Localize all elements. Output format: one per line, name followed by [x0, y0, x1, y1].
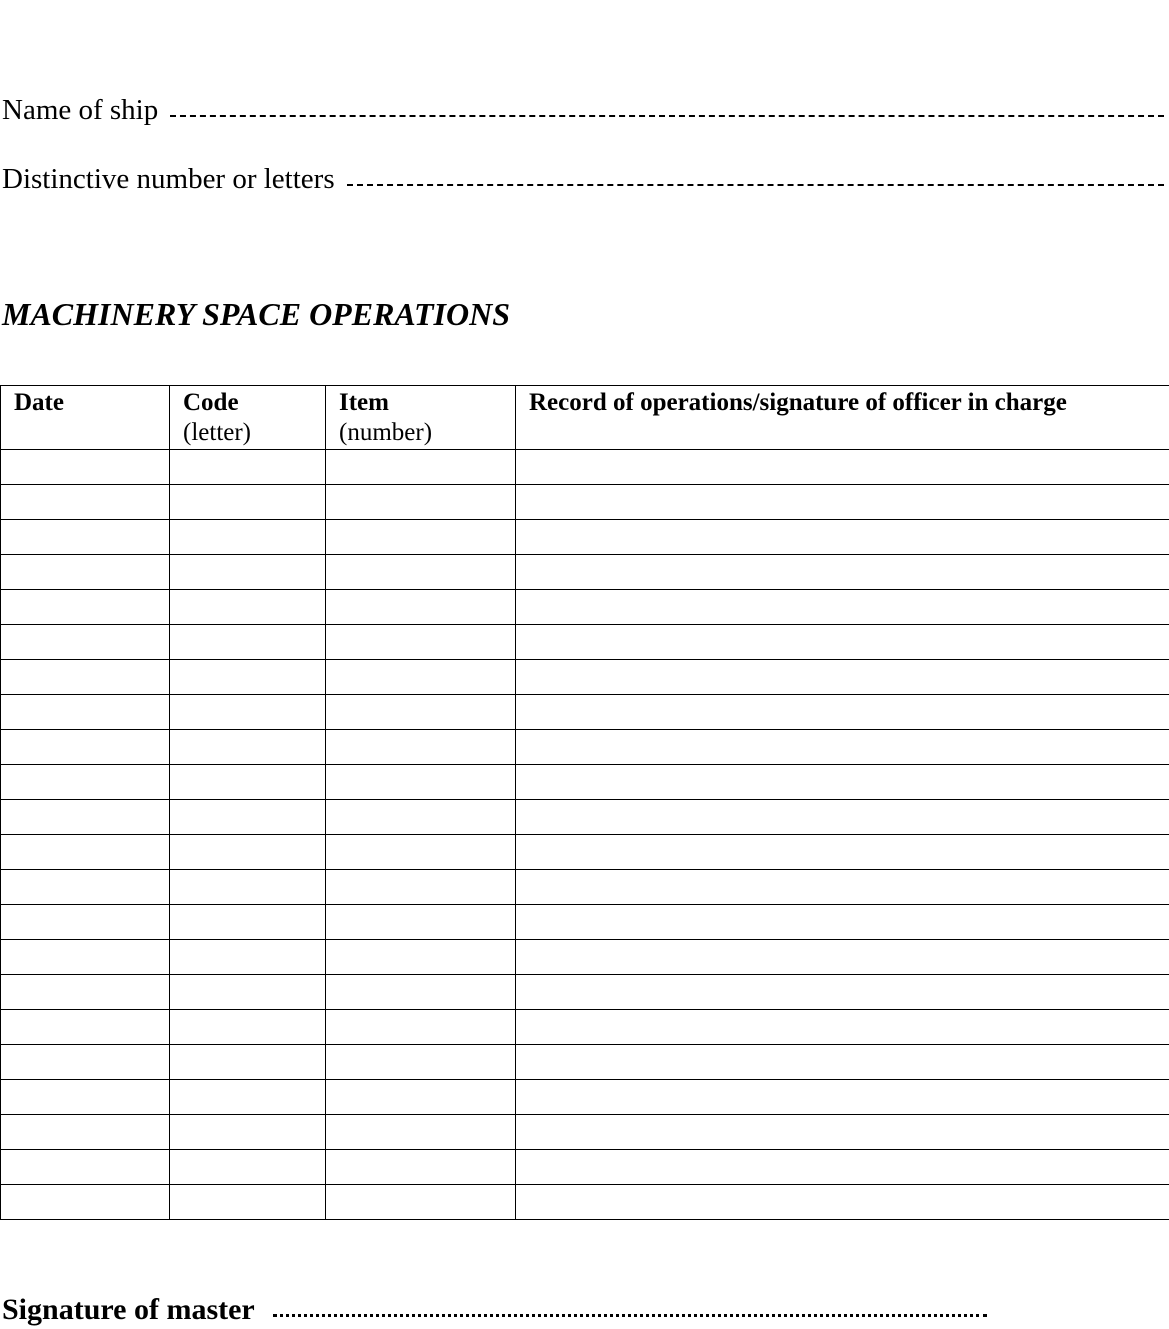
- item-cell[interactable]: [326, 450, 516, 485]
- record-cell[interactable]: [516, 1080, 1169, 1115]
- record-cell[interactable]: [516, 905, 1169, 940]
- header-date-label: Date: [14, 389, 64, 416]
- table-row: [1, 695, 1169, 730]
- record-cell[interactable]: [516, 835, 1169, 870]
- ship-name-input-line[interactable]: [170, 115, 1164, 117]
- record-cell[interactable]: [516, 765, 1169, 800]
- record-cell[interactable]: [516, 1115, 1169, 1150]
- item-cell[interactable]: [326, 870, 516, 905]
- table-row: [1, 450, 1169, 485]
- record-cell[interactable]: [516, 660, 1169, 695]
- item-cell[interactable]: [326, 730, 516, 765]
- record-cell[interactable]: [516, 730, 1169, 765]
- code-cell[interactable]: [170, 730, 326, 765]
- table-row: [1, 1115, 1169, 1150]
- item-cell[interactable]: [326, 765, 516, 800]
- date-cell[interactable]: [1, 975, 170, 1010]
- record-cell[interactable]: [516, 450, 1169, 485]
- item-cell[interactable]: [326, 695, 516, 730]
- master-signature-label: Signature of master: [2, 1293, 255, 1326]
- item-cell[interactable]: [326, 905, 516, 940]
- master-signature-field[interactable]: [2, 1293, 987, 1327]
- header-code-sublabel: (letter): [183, 419, 252, 446]
- distinctive-number-input-line[interactable]: [347, 184, 1164, 186]
- code-cell[interactable]: [170, 940, 326, 975]
- item-cell[interactable]: [326, 555, 516, 590]
- table-row: [1, 520, 1169, 555]
- header-record: [516, 386, 1169, 450]
- code-cell[interactable]: [170, 590, 326, 625]
- table-row: [1, 975, 1169, 1010]
- code-cell[interactable]: [170, 660, 326, 695]
- code-cell[interactable]: [170, 1010, 326, 1045]
- code-cell[interactable]: [170, 835, 326, 870]
- record-cell[interactable]: [516, 870, 1169, 905]
- date-cell[interactable]: [1, 1045, 170, 1080]
- section-title: MACHINERY SPACE OPERATIONS: [2, 296, 510, 332]
- ship-name-field[interactable]: [2, 94, 1164, 127]
- table-row: [1, 870, 1169, 905]
- date-cell[interactable]: [1, 520, 170, 555]
- record-cell[interactable]: [516, 625, 1169, 660]
- code-cell[interactable]: [170, 450, 326, 485]
- table-row: [1, 590, 1169, 625]
- item-cell[interactable]: [326, 660, 516, 695]
- record-cell[interactable]: [516, 590, 1169, 625]
- date-cell[interactable]: [1, 835, 170, 870]
- date-cell[interactable]: [1, 1150, 170, 1185]
- code-cell[interactable]: [170, 1045, 326, 1080]
- code-cell[interactable]: [170, 520, 326, 555]
- header-record-label: Record of operations/signature of officer in charge: [529, 389, 1067, 416]
- date-cell[interactable]: [1, 800, 170, 835]
- item-cell[interactable]: [326, 520, 516, 555]
- date-cell[interactable]: [1, 1080, 170, 1115]
- code-cell[interactable]: [170, 870, 326, 905]
- table-row: [1, 905, 1169, 940]
- record-cell[interactable]: [516, 975, 1169, 1010]
- item-cell[interactable]: [326, 940, 516, 975]
- distinctive-number-label: Distinctive number or letters: [2, 163, 335, 195]
- item-cell[interactable]: [326, 975, 516, 1010]
- date-cell[interactable]: [1, 905, 170, 940]
- date-cell[interactable]: [1, 450, 170, 485]
- table-row: [1, 660, 1169, 695]
- table-row: [1, 1185, 1169, 1220]
- table-row: [1, 485, 1169, 520]
- date-cell[interactable]: [1, 940, 170, 975]
- table-body: [1, 450, 1169, 1220]
- item-cell[interactable]: [326, 485, 516, 520]
- item-cell[interactable]: [326, 835, 516, 870]
- item-cell[interactable]: [326, 1010, 516, 1045]
- date-cell[interactable]: [1, 485, 170, 520]
- date-cell[interactable]: [1, 765, 170, 800]
- distinctive-number-field[interactable]: [2, 163, 1164, 196]
- code-cell[interactable]: [170, 1185, 326, 1220]
- table-header-row: [1, 386, 1169, 450]
- code-cell[interactable]: [170, 905, 326, 940]
- table-row: [1, 555, 1169, 590]
- code-cell[interactable]: [170, 485, 326, 520]
- table-row: [1, 940, 1169, 975]
- code-cell[interactable]: [170, 1080, 326, 1115]
- record-cell[interactable]: [516, 520, 1169, 555]
- master-signature-input-line[interactable]: [273, 1314, 987, 1317]
- table-row: [1, 1010, 1169, 1045]
- date-cell[interactable]: [1, 1185, 170, 1220]
- code-cell[interactable]: [170, 1150, 326, 1185]
- header-item: [326, 386, 516, 450]
- operations-log-table: [0, 385, 1169, 1220]
- record-cell[interactable]: [516, 695, 1169, 730]
- code-cell[interactable]: [170, 800, 326, 835]
- ship-name-label: Name of ship: [2, 94, 159, 126]
- code-cell[interactable]: [170, 975, 326, 1010]
- date-cell[interactable]: [1, 695, 170, 730]
- code-cell[interactable]: [170, 625, 326, 660]
- date-cell[interactable]: [1, 555, 170, 590]
- header-item-sublabel: (number): [339, 419, 433, 446]
- item-cell[interactable]: [326, 590, 516, 625]
- table-row: [1, 730, 1169, 765]
- record-cell[interactable]: [516, 485, 1169, 520]
- code-cell[interactable]: [170, 1115, 326, 1150]
- date-cell[interactable]: [1, 660, 170, 695]
- item-cell[interactable]: [326, 1080, 516, 1115]
- record-cell[interactable]: [516, 1150, 1169, 1185]
- item-cell[interactable]: [326, 800, 516, 835]
- date-cell[interactable]: [1, 1115, 170, 1150]
- date-cell[interactable]: [1, 730, 170, 765]
- record-cell[interactable]: [516, 940, 1169, 975]
- table-row: [1, 835, 1169, 870]
- date-cell[interactable]: [1, 1010, 170, 1045]
- table-row: [1, 1045, 1169, 1080]
- item-cell[interactable]: [326, 1185, 516, 1220]
- item-cell[interactable]: [326, 1150, 516, 1185]
- record-cell[interactable]: [516, 800, 1169, 835]
- item-cell[interactable]: [326, 625, 516, 660]
- date-cell[interactable]: [1, 625, 170, 660]
- record-cell[interactable]: [516, 555, 1169, 590]
- code-cell[interactable]: [170, 695, 326, 730]
- header-code: [170, 386, 326, 450]
- header-code-label: Code: [183, 389, 239, 416]
- table-row: [1, 765, 1169, 800]
- item-cell[interactable]: [326, 1045, 516, 1080]
- date-cell[interactable]: [1, 870, 170, 905]
- record-cell[interactable]: [516, 1185, 1169, 1220]
- record-cell[interactable]: [516, 1045, 1169, 1080]
- table-row: [1, 1080, 1169, 1115]
- date-cell[interactable]: [1, 590, 170, 625]
- item-cell[interactable]: [326, 1115, 516, 1150]
- code-cell[interactable]: [170, 765, 326, 800]
- table-row: [1, 1150, 1169, 1185]
- header-date: [1, 386, 170, 450]
- code-cell[interactable]: [170, 555, 326, 590]
- table-row: [1, 625, 1169, 660]
- table-row: [1, 800, 1169, 835]
- header-item-label: Item: [339, 389, 389, 416]
- record-cell[interactable]: [516, 1010, 1169, 1045]
